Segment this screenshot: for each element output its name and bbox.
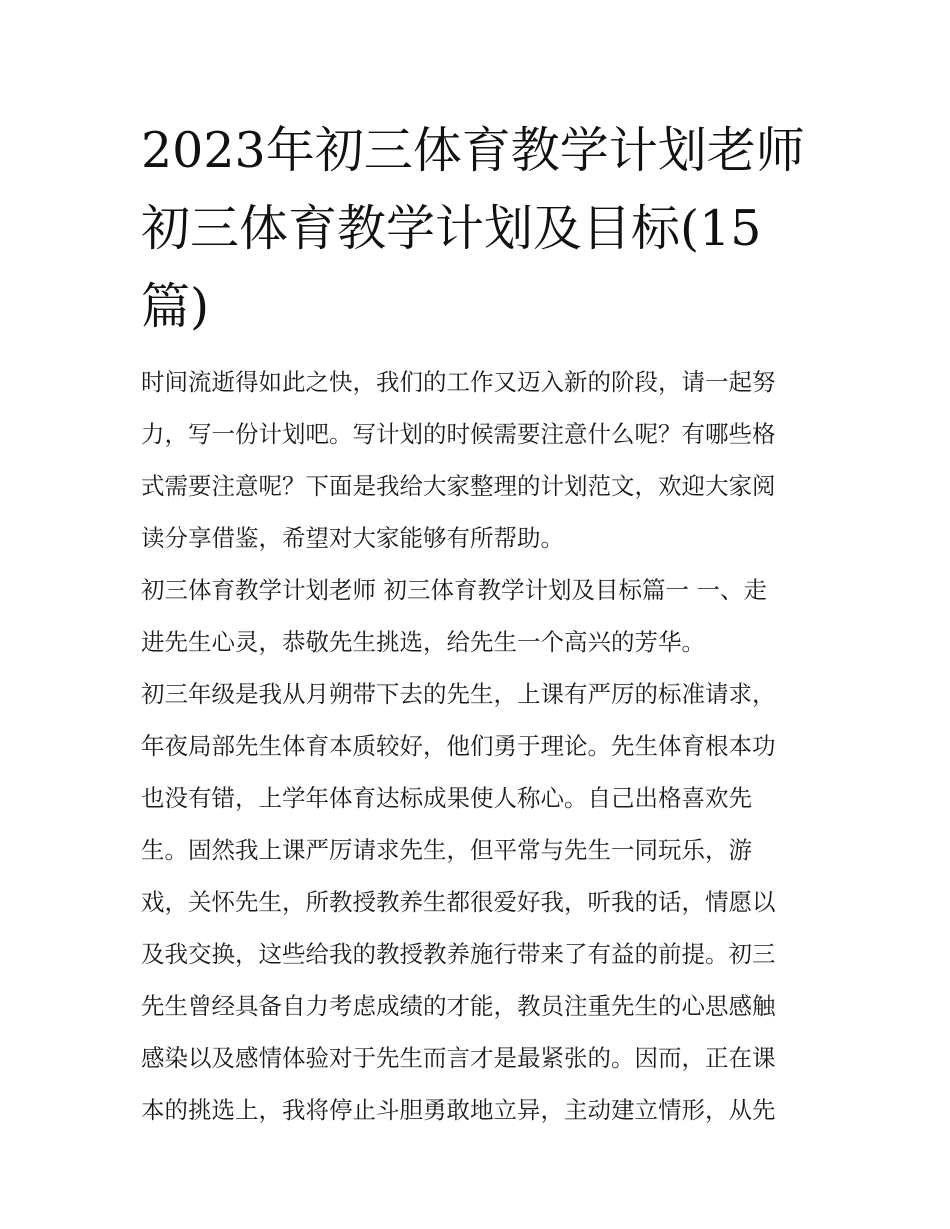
body-line: 力，写一份计划吧。写计划的时候需要注意什么呢？有哪些格 <box>141 420 776 448</box>
body-line: 时间流逝得如此之快，我们的工作又迈入新的阶段，请一起努 <box>141 368 776 396</box>
body-line: 进先生心灵，恭敬先生挑选，给先生一个高兴的芳华。 <box>141 628 705 656</box>
document-title <box>141 112 821 346</box>
title-line-2: 初三体育教学计划及目标(15 <box>141 200 762 257</box>
title-line-1: 2023年初三体育教学计划老师 <box>141 122 805 179</box>
body-line: 式需要注意呢？下面是我给大家整理的计划范文，欢迎大家阅 <box>141 472 776 500</box>
body-line: 感染以及感情体验对于先生而言才是最紧张的。因而，正在课 <box>141 1044 776 1072</box>
body-line: 及我交换，这些给我的教授教养施行带来了有益的前提。初三 <box>141 940 776 968</box>
body-line: 初三年级是我从月朔带下去的先生，上课有严厉的标准请求， <box>141 680 776 708</box>
document-body <box>141 356 821 1136</box>
body-line: 戏，关怀先生，所教授教养生都很爱好我，听我的话，情愿以 <box>141 888 776 916</box>
body-line: 读分享借鉴，希望对大家能够有所帮助。 <box>141 524 564 552</box>
body-line: 先生曾经具备自力考虑成绩的才能，教员注重先生的心思感触 <box>141 992 776 1020</box>
body-line: 年夜局部先生体育本质较好，他们勇于理论。先生体育根本功 <box>141 732 776 760</box>
body-line: 初三体育教学计划老师 初三体育教学计划及目标篇一 一、走 <box>141 576 767 604</box>
body-line: 也没有错，上学年体育达标成果使人称心。自己出格喜欢先 <box>141 784 752 812</box>
body-line: 本的挑选上，我将停止斗胆勇敢地立异，主动建立情形，从先 <box>141 1096 776 1124</box>
body-line: 生。固然我上课严厉请求先生，但平常与先生一同玩乐，游 <box>141 836 752 864</box>
title-line-3: 篇) <box>141 278 210 335</box>
